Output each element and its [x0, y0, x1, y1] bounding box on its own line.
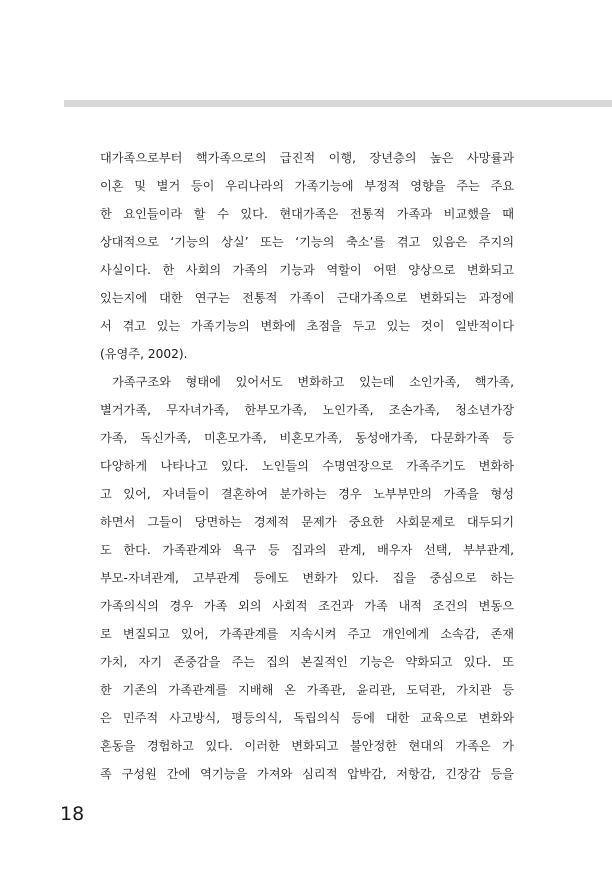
text-line: 가치, 자기 존중감을 주는 집의 본질적인 기능은 약화되고 있다. 또 — [100, 655, 514, 669]
text-line: 하면서 그들이 당면하는 경제적 문제가 중요한 사회문제로 대두되기 — [100, 515, 514, 529]
text-line: 서 겪고 있는 가족기능의 변화에 초점을 두고 있는 것이 일반적이다 — [100, 319, 514, 333]
text-line: 대가족으로부터 핵가족으로의 급진적 이행, 장년층의 높은 사망률과 — [100, 151, 514, 165]
text-line: 사실이다. 한 사회의 가족의 기능과 역할이 어떤 양상으로 변화되고 — [100, 263, 514, 277]
text-line: 한 기존의 가족관계를 지배해 온 가족관, 윤리관, 도덕관, 가치관 등 — [100, 683, 514, 697]
text-line: 이혼 및 별거 등이 우리나라의 가족기능에 부정적 영향을 주는 주요 — [100, 179, 514, 193]
text-line: 족 구성원 간에 역기능을 가져와 심리적 압박감, 저항감, 긴장감 등을 — [100, 767, 514, 781]
text-line: 상대적으로 ‘기능의 상실’ 또는 ‘기능의 축소’를 겪고 있음은 주지의 — [100, 235, 514, 249]
text-line: 은 민주적 사고방식, 평등의식, 독립의식 등에 대한 교육으로 변화와 — [100, 711, 514, 725]
text-line: 도 한다. 가족관계와 욕구 등 집과의 관계, 배우자 선택, 부부관계, — [100, 543, 514, 557]
text-line: 부모-자녀관계, 고부관계 등에도 변화가 있다. 집을 중심으로 하는 — [100, 571, 514, 585]
page-number: 18 — [60, 803, 85, 825]
text-line: 있는지에 대한 연구는 전통적 가족이 근대가족으로 변화되는 과정에 — [100, 291, 514, 305]
text-line: 다양하게 나타나고 있다. 노인들의 수명연장으로 가족주기도 변화하 — [100, 459, 514, 473]
text-line: 별거가족, 무자녀가족, 한부모가족, 노인가족, 조손가족, 청소년가장 — [100, 403, 514, 417]
text-line: 가족구조와 형태에 있어서도 변화하고 있는데 소인가족, 핵가족, — [112, 375, 514, 389]
text-line: 혼동을 경험하고 있다. 이러한 변화되고 불안정한 현대의 가족은 가 — [100, 739, 514, 753]
body-text — [100, 147, 514, 791]
text-line: 한 요인들이라 할 수 있다. 현대가족은 전통적 가족과 비교했을 때 — [100, 207, 514, 221]
text-line: 로 변질되고 있어, 가족관계를 지속시켜 주고 개인에게 소속감, 존재 — [100, 627, 514, 641]
text-line: 가족의식의 경우 가족 외의 사회적 조건과 가족 내적 조건의 변동으 — [100, 599, 514, 613]
text-line: (유영주, 2002). — [100, 347, 188, 361]
text-line: 고 있어, 자녀들이 결혼하여 분가하는 경우 노부부만의 가족을 형성 — [100, 487, 514, 501]
text-line: 가족, 독신가족, 미혼모가족, 비혼모가족, 동성애가족, 다문화가족 등 — [100, 431, 514, 445]
header-rule — [64, 100, 612, 107]
